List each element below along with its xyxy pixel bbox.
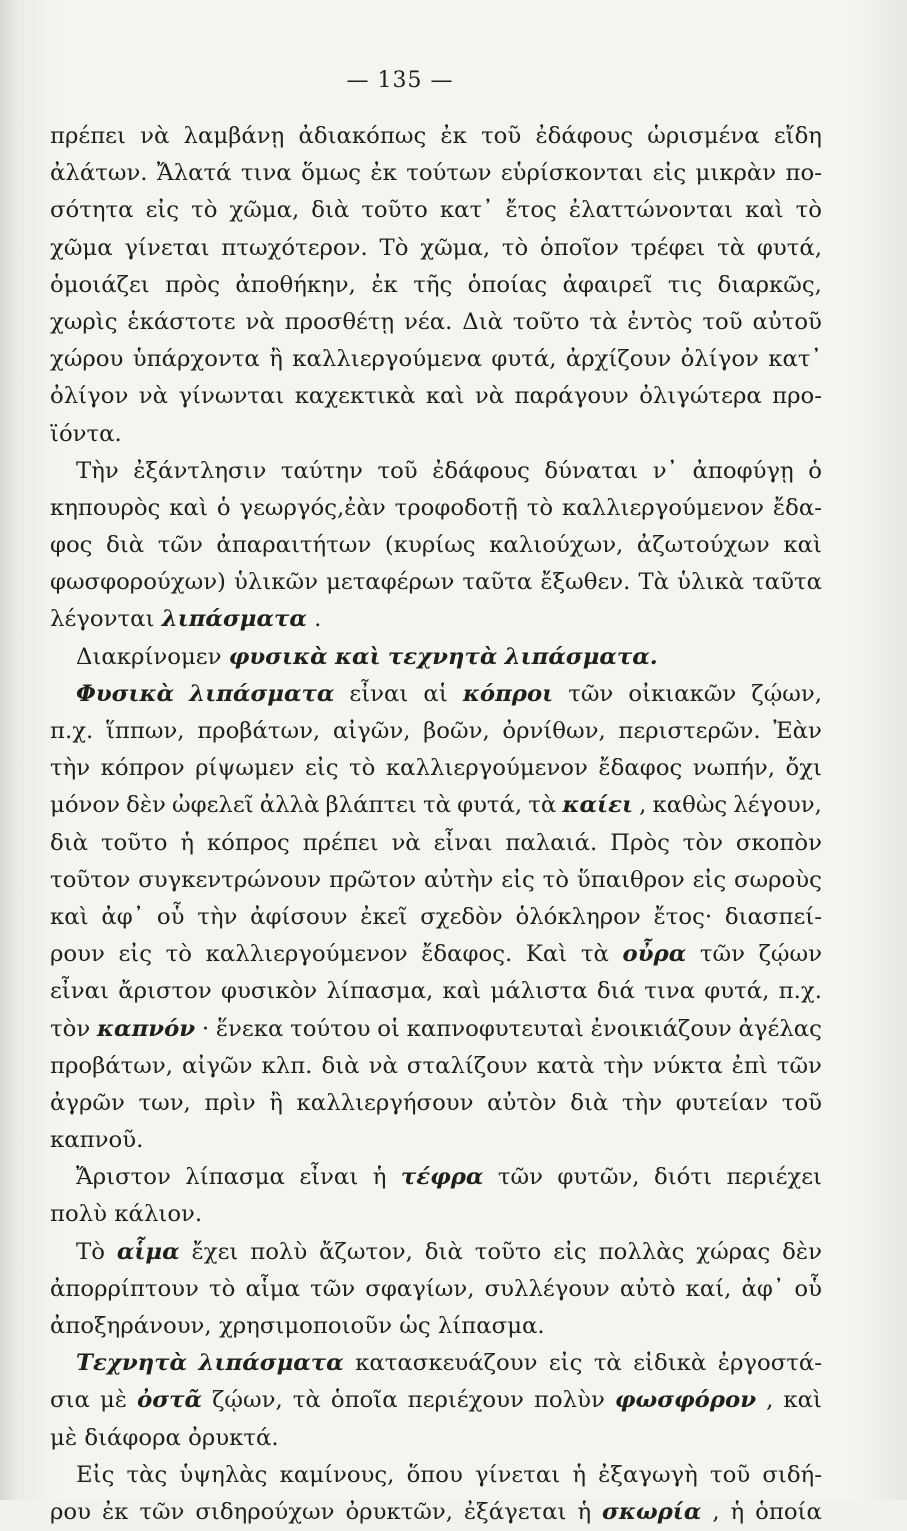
text-line: καὶ ἀφ᾽ οὗ τὴν ἀφίσουν ἐκεῖ σχεδὸν ὁλόκληρον ἔτος· διασπεί- <box>50 903 822 930</box>
text-line: κηπουρὸς καὶ ὁ γεωργός,ἐὰν τροφοδοτῇ τὸ καλλιεργούμενον ἔδα- <box>50 494 822 521</box>
text-line: ἀποξηράνουν, χρησιμοποιοῦν ὡς λίπασμα. <box>50 1313 545 1339</box>
text-line: εἶναι ἄριστον φυσικὸν λίπασμα, καὶ μάλιστα διά τινα φυτά, π.χ. <box>50 978 822 1005</box>
text-line: π.χ. ἵππων, προβάτων, αἰγῶν, βοῶν, ὀρνίθων, περιστερῶν. Ἐὰν <box>50 718 822 744</box>
text-line: προβάτων, αἰγῶν κλπ. διὰ νὰ σταλίζουν κατὰ τὴν νύκτα ἐπὶ τῶν <box>50 1052 822 1079</box>
text-line: Τεχνητὰ λιπάσματα κατασκευάζουν εἰς τὰ εἰδικὰ ἐργοστά- <box>76 1350 822 1377</box>
text-line: Εἰς τὰς ὑψηλὰς καμίνους, ὅπου γίνεται ἡ ἐξαγωγὴ τοῦ σιδή- <box>76 1461 822 1488</box>
text-line: ὀλίγον νὰ γίνωνται καχεκτικὰ καὶ νὰ παράγουν ὀλιγώτερα προ- <box>50 383 822 410</box>
text-line: Φυσικὰ λιπάσματα εἶναι αἱ κόπροι τῶν οἰκιακῶν ζῴων, <box>76 680 822 707</box>
text-line: Διακρίνομεν φυσικὰ καὶ τεχνητὰ λιπάσματα. <box>76 643 658 670</box>
text-line: χώρου ὑπάρχοντα ἢ καλλιεργούμενα φυτά, ἀρχίζουν ὀλίγον κατ᾽ <box>50 346 822 373</box>
text-line: μόνον δὲν ὠφελεῖ ἀλλὰ βλάπτει τὰ φυτά, τὰ καίει , καθὼς λέγουν, <box>50 792 822 819</box>
text-line: πολὺ κάλιον. <box>50 1201 203 1228</box>
text-line: διὰ τοῦτο ἡ κόπρος πρέπει νὰ εἶναι παλαιά. Πρὸς τὸν σκοπὸν <box>50 829 822 856</box>
text-line: Ἄριστον λίπασμα εἶναι ἡ τέφρα τῶν φυτῶν, διότι περιέχει <box>76 1164 822 1191</box>
text-line: σια μὲ ὀστᾶ ζῴων, τὰ ὁποῖα περιέχουν πολὺν φωσφόρον , καὶ <box>50 1387 822 1414</box>
page-number: — 135 — <box>346 68 454 93</box>
text-line: χῶμα γίνεται πτωχότερον. Τὸ χῶμα, τὸ ὁποῖον τρέφει τὰ φυτά, <box>50 234 822 261</box>
text-line: πρέπει νὰ λαμβάνῃ ἀδιακόπως ἐκ τοῦ ἐδάφους ὡρισμένα εἴδη <box>50 123 822 149</box>
text-line: τοῦτον συγκεντρώνουν πρῶτον αὐτὴν εἰς τὸ ὕπαιθρον εἰς σωροὺς <box>50 866 822 893</box>
body-text <box>50 118 822 1531</box>
text-line: σότητα εἰς τὸ χῶμα, διὰ τοῦτο κατ᾽ ἔτος ἐλαττώνονται καὶ τὸ <box>50 197 822 224</box>
text-line: μὲ διάφορα ὀρυκτά. <box>50 1424 279 1451</box>
text-line: ϊόντα. <box>50 420 122 447</box>
text-line: ἀλάτων. Ἄλατά τινα ὅμως ἐκ τούτων εὑρίσκονται εἰς μικρὰν πο- <box>50 160 822 187</box>
text-line: ἀγρῶν των, πρὶν ἢ καλλιεργήσουν αὐτὸν διὰ τὴν φυτείαν τοῦ <box>50 1089 822 1116</box>
text-line: ρου ἐκ τῶν σιδηρούχων ὀρυκτῶν, ἐξάγεται ἡ σκωρία , ἡ ὁποία <box>50 1498 822 1525</box>
text-line: τὸν καπνόν · ἕνεκα τούτου οἱ καπνοφυτευταὶ ἐνοικιάζουν ἀγέλας <box>50 1015 822 1042</box>
text-line: φωσφορούχων) ὑλικῶν μεταφέρων ταῦτα ἔξωθεν. Τὰ ὑλικὰ ταῦτα <box>50 569 822 596</box>
text-line: καπνοῦ. <box>50 1127 144 1154</box>
text-line: τὴν κόπρον ρίψωμεν εἰς τὸ καλλιεργούμενον ἔδαφος νωπήν, ὄχι <box>50 755 822 782</box>
text-line: Τὸ αἷμα ἔχει πολὺ ἄζωτον, διὰ τοῦτο εἰς πολλὰς χώρας δὲν <box>76 1238 822 1265</box>
text-line: ἀπορρίπτουν τὸ αἷμα τῶν σφαγίων, συλλέγουν αὐτὸ καί, ἀφ᾽ οὗ <box>50 1275 822 1302</box>
text-line: ρουν εἰς τὸ καλλιεργούμενον ἔδαφος. Καὶ τὰ οὖρα τῶν ζῴων <box>50 941 822 968</box>
text-line: λέγονται λιπάσματα . <box>50 606 322 633</box>
text-line: Τὴν ἐξάντλησιν ταύτην τοῦ ἐδάφους δύναται ν᾽ ἀποφύγῃ ὁ <box>76 457 822 484</box>
text-line: χωρὶς ἑκάστοτε νὰ προσθέτῃ νέα. Διὰ τοῦτο τὰ ἐντὸς τοῦ αὐτοῦ <box>50 308 822 335</box>
text-line: ὁμοιάζει πρὸς ἀποθήκην, ἐκ τῆς ὁποίας ἀφαιρεῖ τις διαρκῶς, <box>50 271 822 298</box>
text-line: φος διὰ τῶν ἀπαραιτήτων (κυρίως καλιούχων, ἀζωτούχων καὶ <box>50 532 822 559</box>
